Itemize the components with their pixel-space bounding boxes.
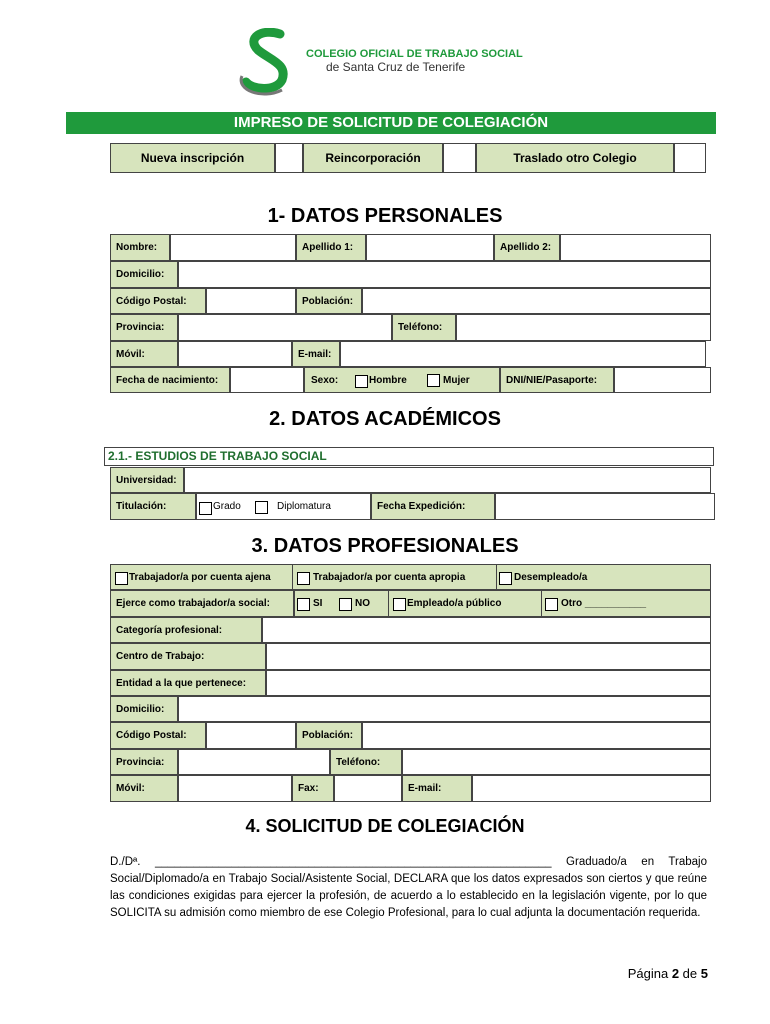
fecha-nacimiento-input[interactable] [230, 367, 304, 393]
prof-email-label: E-mail: [402, 775, 472, 802]
entidad-input[interactable] [266, 670, 711, 696]
org-name-line1: COLEGIO OFICIAL DE TRABAJO SOCIAL [306, 48, 523, 60]
movil-input[interactable] [178, 341, 292, 367]
poblacion-label: Población: [296, 288, 362, 314]
no-label: NO [355, 598, 370, 609]
diplomatura-checkbox[interactable] [255, 501, 268, 514]
traslado-label [476, 143, 674, 173]
org-name-line2: de Santa Cruz de Tenerife [326, 60, 466, 74]
page-word: Página [627, 966, 669, 981]
grado-label: Grado [213, 501, 241, 512]
reincorporacion-text: Reincorporación [325, 151, 421, 165]
grado-checkbox[interactable] [199, 502, 212, 515]
section2-title: 2. DATOS ACADÉMICOS [269, 408, 501, 430]
categoria-label: Categoría profesional: [110, 617, 262, 643]
apellido1-input[interactable] [366, 234, 494, 261]
section3-title: 3. DATOS PROFESIONALES [251, 535, 519, 557]
mujer-checkbox[interactable] [427, 374, 440, 387]
mujer-label: Mujer [443, 375, 470, 386]
divider [541, 590, 542, 617]
page-current: 2 [671, 966, 680, 981]
apellido1-label: Apellido 1: [296, 234, 366, 261]
si-label: SI [313, 598, 323, 609]
divider [388, 590, 389, 617]
movil-label: Móvil: [110, 341, 178, 367]
provincia-input[interactable] [178, 314, 392, 341]
cuenta-ajena-checkbox[interactable] [115, 572, 128, 585]
prof-codigo-postal-label: Código Postal: [110, 722, 206, 749]
ejerce-label: Ejerce como trabajador/a social: [110, 590, 294, 617]
traslado-checkbox[interactable] [674, 143, 706, 173]
divider [292, 564, 293, 590]
reincorporacion-checkbox[interactable] [443, 143, 476, 173]
prof-poblacion-label: Población: [296, 722, 362, 749]
prof-fax-label: Fax: [292, 775, 334, 802]
prof-domicilio-input[interactable] [178, 696, 711, 722]
fecha-expedicion-input[interactable] [495, 493, 715, 520]
prof-movil-label: Móvil: [110, 775, 178, 802]
titulacion-options [196, 493, 371, 520]
ejerce-options [294, 590, 711, 617]
centro-label: Centro de Trabajo: [110, 643, 266, 670]
fecha-nacimiento-label: Fecha de nacimiento: [110, 367, 230, 393]
codigo-postal-input[interactable] [206, 288, 296, 314]
dni-label: DNI/NIE/Pasaporte: [500, 367, 614, 393]
cuenta-propia-label: Trabajador/a por cuenta apropia [313, 572, 466, 583]
desempleado-label: Desempleado/a [514, 572, 588, 583]
telefono-label: Teléfono: [392, 314, 456, 341]
dni-input[interactable] [614, 367, 711, 393]
prof-fax-input[interactable] [334, 775, 402, 802]
cuenta-propia-checkbox[interactable] [297, 572, 310, 585]
domicilio-label: Domicilio: [110, 261, 178, 288]
nueva-inscripcion-label [110, 143, 275, 173]
page-total: 5 [700, 966, 708, 981]
prof-telefono-input[interactable] [402, 749, 711, 775]
apellido2-input[interactable] [560, 234, 711, 261]
poblacion-input[interactable] [362, 288, 711, 314]
sexo-row [304, 367, 500, 393]
prof-provincia-label: Provincia: [110, 749, 178, 775]
prof-domicilio-label: Domicilio: [110, 696, 178, 722]
situacion-row [110, 564, 711, 590]
page-number [560, 966, 708, 981]
universidad-input[interactable] [184, 467, 711, 493]
categoria-input[interactable] [262, 617, 711, 643]
prof-movil-input[interactable] [178, 775, 292, 802]
prof-codigo-postal-input[interactable] [206, 722, 296, 749]
centro-input[interactable] [266, 643, 711, 670]
domicilio-input[interactable] [178, 261, 711, 288]
fecha-expedicion-label: Fecha Expedición: [371, 493, 495, 520]
telefono-input[interactable] [456, 314, 711, 341]
universidad-label: Universidad: [110, 467, 184, 493]
divider [496, 564, 497, 590]
empleado-publico-label: Empleado/a público [407, 598, 502, 609]
titulacion-label: Titulación: [110, 493, 196, 520]
nombre-input[interactable] [170, 234, 296, 261]
section1-title: 1- DATOS PERSONALES [267, 205, 503, 227]
college-logo [232, 28, 304, 98]
sexo-label: Sexo: [311, 375, 339, 386]
prof-provincia-input[interactable] [178, 749, 330, 775]
section4-title: 4. SOLICITUD DE COLEGIACIÓN [245, 816, 525, 836]
form-title: IMPRESO DE SOLICITUD DE COLEGIACIÓN [233, 114, 549, 131]
empleado-publico-checkbox[interactable] [393, 598, 406, 611]
subsection-title: 2.1.- ESTUDIOS DE TRABAJO SOCIAL [108, 449, 327, 463]
nueva-inscripcion-text: Nueva inscripción [140, 151, 245, 165]
diplomatura-label: Diplomatura [277, 501, 331, 512]
otro-checkbox[interactable] [545, 598, 558, 611]
email-input[interactable] [340, 341, 706, 367]
email-label: E-mail: [292, 341, 340, 367]
apellido2-label: Apellido 2: [494, 234, 560, 261]
declaration-text: D./Dª. ______________________________________________________________ Graduado/a en Trabajo Social/Diplomado/a en Trabajo Social/Asistente Social, DECLARA que los datos expresados son ciertos y que reúne las condiciones exigidas para ejercer la profesión, de acuerdo a lo establecido en la legislación vigente, por lo que SOLICITA su admisión como miembro de ese Colegio Profesional, para lo cual adjunta la documentación requerida. [110, 856, 707, 919]
nombre-label: Nombre: [110, 234, 170, 261]
prof-telefono-label: Teléfono: [330, 749, 402, 775]
page-de: de [682, 966, 698, 981]
reincorporacion-label [303, 143, 443, 173]
si-checkbox[interactable] [297, 598, 310, 611]
prof-poblacion-input[interactable] [362, 722, 711, 749]
entidad-label: Entidad a la que pertenece: [110, 670, 266, 696]
desempleado-checkbox[interactable] [499, 572, 512, 585]
otro-label: Otro ___________ [561, 598, 647, 609]
hombre-label: Hombre [369, 375, 407, 386]
traslado-text: Traslado otro Colegio [513, 151, 637, 165]
nueva-inscripcion-checkbox[interactable] [275, 143, 303, 173]
prof-email-input[interactable] [472, 775, 711, 802]
no-checkbox[interactable] [339, 598, 352, 611]
hombre-checkbox[interactable] [355, 375, 368, 388]
cuenta-ajena-label: Trabajador/a por cuenta ajena [129, 572, 271, 583]
codigo-postal-label: Código Postal: [110, 288, 206, 314]
provincia-label: Provincia: [110, 314, 178, 341]
